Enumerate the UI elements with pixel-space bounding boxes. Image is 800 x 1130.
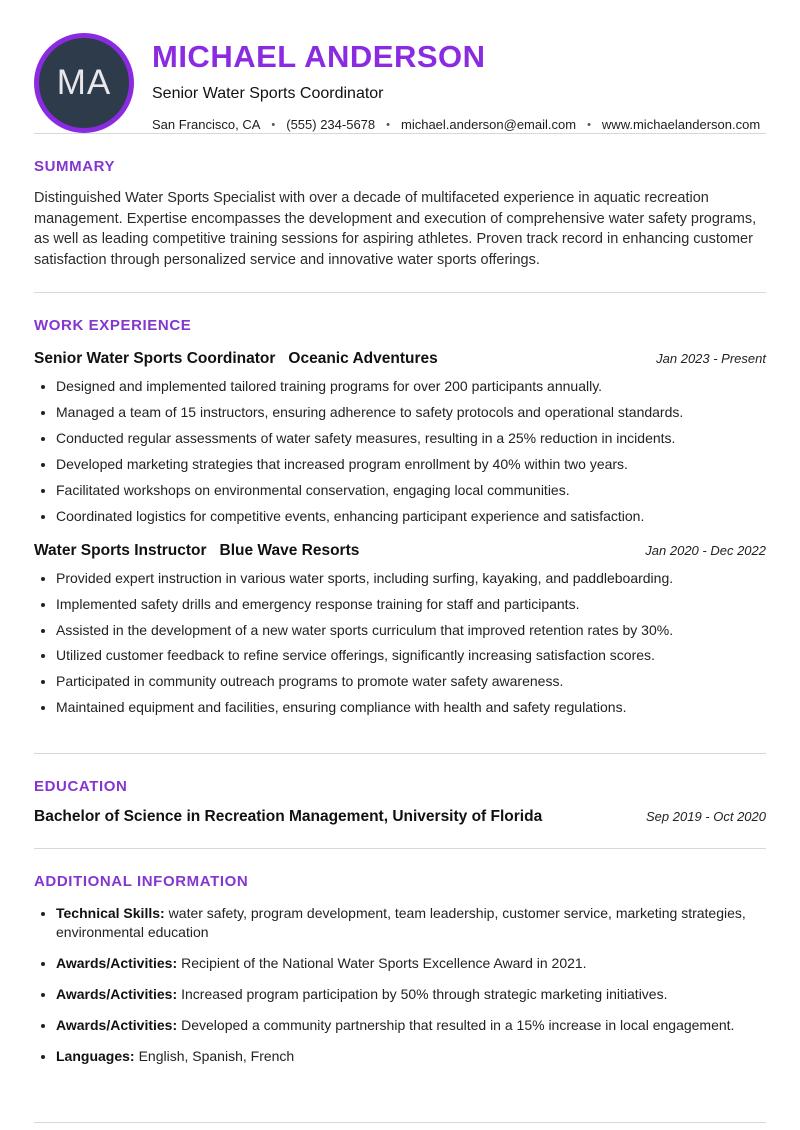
summary-section — [34, 158, 766, 270]
contact-location: San Francisco, CA — [152, 117, 261, 132]
education-dates: Sep 2019 - Oct 2020 — [646, 809, 766, 825]
job-header — [34, 542, 766, 560]
contact-phone: (555) 234-5678 — [286, 117, 376, 132]
job-bullet: • Participated in community outreach programs to promote water safety awareness. — [56, 673, 766, 691]
job-bullet: • Assisted in the development of a new water sports curriculum that improved retention rates by 30%. — [56, 622, 766, 640]
job-bullet-list — [34, 378, 766, 525]
job-company: Blue Wave Resorts — [219, 541, 360, 559]
job-bullet: • Maintained equipment and facilities, ensuring compliance with health and safety regulations. — [56, 699, 766, 717]
summary-heading: SUMMARY — [34, 158, 116, 175]
separator-dot: • — [587, 119, 591, 131]
job-dates: Jan 2023 - Present — [656, 351, 766, 367]
job-title-line — [34, 350, 438, 368]
job-bullet: • Facilitated workshops on environmental conservation, engaging local communities. — [56, 482, 766, 500]
job-bullet: • Implemented safety drills and emergency response training for staff and participants. — [56, 596, 766, 614]
info-label: Awards/Activities: — [56, 1016, 178, 1033]
info-text: English, Spanish, French — [138, 1047, 295, 1064]
contact-line — [152, 117, 760, 132]
avatar-initials: MA — [56, 63, 112, 102]
info-label: Technical Skills: — [56, 905, 165, 922]
additional-info-item — [56, 1016, 766, 1035]
info-text: Developed a community partnership that resulted in a 15% increase in local engagement. — [181, 1016, 735, 1033]
job-bullet: • Designed and implemented tailored training programs for over 200 participants annually. — [56, 378, 766, 396]
experience-section — [34, 317, 766, 717]
additional-info-item — [56, 985, 766, 1004]
job-bullet: • Utilized customer feedback to refine service offerings, significantly increasing satisfaction scores. — [56, 647, 766, 665]
section-divider — [34, 753, 766, 754]
job-bullet: • Provided expert instruction in various water sports, including surfing, kayaking, and paddleboarding. — [56, 570, 766, 588]
info-text: Increased program participation by 50% through strategic marketing initiatives. — [181, 985, 668, 1002]
header-job-title: Senior Water Sports Coordinator — [152, 85, 384, 102]
separator-dot: • — [271, 119, 276, 131]
job-bullet: • Coordinated logistics for competitive events, enhancing participant experience and satisfaction. — [56, 508, 766, 526]
additional-info-item — [56, 904, 766, 942]
info-text: Recipient of the National Water Sports Excellence Award in 2021. — [181, 954, 587, 971]
job-entry — [34, 542, 766, 717]
job-bullet: • Managed a team of 15 instructors, ensuring adherence to safety protocols and operational standards. — [56, 404, 766, 422]
additional-info-item — [56, 954, 766, 973]
contact-website: www.michaelanderson.com — [601, 117, 761, 132]
education-heading: EDUCATION — [34, 778, 128, 796]
info-label: Awards/Activities: — [56, 954, 178, 971]
page-title: MICHAEL ANDERSON — [152, 39, 486, 74]
section-divider — [34, 133, 766, 134]
info-label: Languages: — [56, 1047, 135, 1064]
additional-info-heading: ADDITIONAL INFORMATION — [34, 873, 249, 891]
education-entry — [34, 808, 766, 826]
job-company: Oceanic Adventures — [288, 350, 438, 368]
section-divider — [34, 848, 766, 849]
avatar — [34, 33, 134, 133]
info-text: water safety, program development, team leadership, customer service, marketing strategies, environmental education — [56, 905, 746, 941]
job-title: Water Sports Instructor — [34, 541, 207, 559]
job-bullet-list — [34, 570, 766, 717]
separator-dot: • — [386, 119, 390, 131]
additional-info-item — [56, 1047, 766, 1066]
job-entry — [34, 350, 766, 525]
bottom-divider — [34, 1122, 766, 1123]
education-degree: Bachelor of Science in Recreation Management, University of Florida — [34, 808, 543, 826]
education-section — [34, 778, 766, 826]
job-bullet: • Conducted regular assessments of water safety measures, resulting in a 25% reduction in incidents. — [56, 430, 766, 448]
header — [34, 33, 766, 133]
job-title: Senior Water Sports Coordinator — [34, 350, 276, 368]
section-divider — [34, 292, 766, 293]
job-title-line — [34, 542, 359, 560]
contact-email: michael.anderson@email.com — [401, 117, 577, 132]
header-text — [152, 33, 760, 132]
additional-info-section — [34, 873, 766, 1065]
job-bullet: • Developed marketing strategies that increased program enrollment by 40% within two years. — [56, 456, 766, 474]
info-label: Awards/Activities: — [56, 985, 178, 1002]
job-header — [34, 350, 766, 368]
experience-heading: WORK EXPERIENCE — [34, 317, 192, 335]
summary-text: Distinguished Water Sports Specialist with over a decade of multifaceted experience in aquatic recreation management. Expertise encompasses the development and execution of comprehensive water safety programs, as well as leading competitive training sessions for aspiring athletes. Proven track record in enhancing customer satisfaction through personalized service and innovative water sports offerings. — [34, 190, 757, 268]
additional-info-list — [34, 904, 766, 1065]
job-dates: Jan 2020 - Dec 2022 — [645, 542, 766, 558]
spacer — [34, 727, 766, 753]
